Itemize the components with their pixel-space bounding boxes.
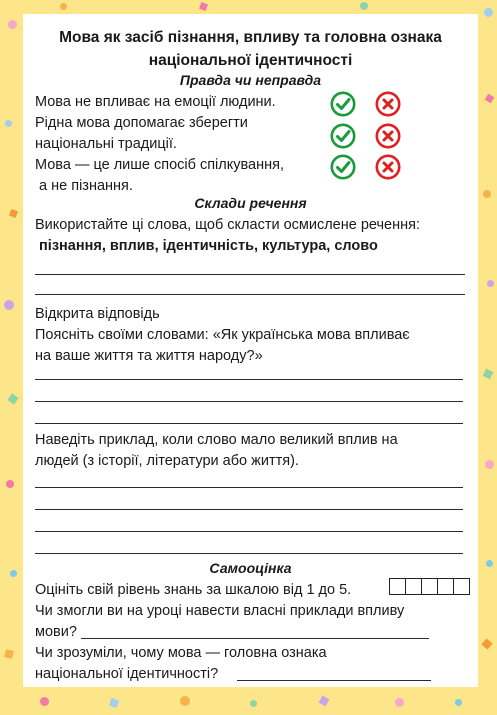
- statement-2: Рідна мова допомагає зберегти національні традиції.: [35, 115, 248, 152]
- rating-box-4[interactable]: [437, 578, 454, 595]
- answer-line[interactable]: [35, 531, 463, 532]
- answer-line[interactable]: [35, 294, 465, 295]
- check-circle-icon[interactable]: [330, 154, 356, 180]
- sentences-instruction: Використайте ці слова, щоб скласти осмислене речення:: [35, 217, 421, 233]
- answer-line[interactable]: [81, 638, 429, 639]
- check-circle-icon[interactable]: [330, 123, 356, 149]
- x-circle-icon[interactable]: [375, 91, 401, 117]
- rating-box-5[interactable]: [453, 578, 470, 595]
- self-assessment-heading: Самооцінка: [209, 560, 292, 576]
- sentences-words: пізнання, вплив, ідентичність, культура, слово: [35, 238, 378, 254]
- answer-line[interactable]: [35, 401, 463, 402]
- worksheet: [23, 14, 478, 687]
- answer-line[interactable]: [35, 379, 463, 380]
- open-question-2: Наведіть приклад, коли слово мало великий вплив на людей (з історії, літератури або життя).: [35, 432, 398, 469]
- rate-text: Оцініть свій рівень знань за шкалою від 1 до 5.: [35, 582, 352, 598]
- check-circle-icon[interactable]: [330, 91, 356, 117]
- rating-box-1[interactable]: [389, 578, 406, 595]
- sentences-heading: Склади речення: [194, 195, 307, 211]
- self-question-2: Чи зрозуміли, чому мова — головна ознака національної ідентичності?: [35, 645, 327, 682]
- answer-line[interactable]: [35, 509, 463, 510]
- answer-line[interactable]: [35, 274, 465, 275]
- rating-box-3[interactable]: [421, 578, 438, 595]
- rating-box-2[interactable]: [405, 578, 422, 595]
- open-question-1: Поясніть своїми словами: «Як українська мова впливає на ваше життя та життя народу?»: [35, 327, 410, 364]
- x-circle-icon[interactable]: [375, 154, 401, 180]
- true-false-heading: Правда чи неправда: [179, 72, 322, 88]
- answer-line[interactable]: [237, 680, 431, 681]
- rating-scale: [389, 578, 469, 595]
- statement-3: Мова — це лише спосіб спілкування, а не пізнання.: [35, 157, 284, 194]
- statement-1: Мова не впливає на емоції людини.: [35, 94, 276, 110]
- answer-line[interactable]: [35, 423, 463, 424]
- answer-line[interactable]: [35, 553, 463, 554]
- self-question-1: Чи змогли ви на уроці навести власні приклади впливу мови?: [35, 603, 405, 640]
- open-answer-heading: Відкрита відповідь: [35, 306, 160, 322]
- answer-line[interactable]: [35, 487, 463, 488]
- x-circle-icon[interactable]: [375, 123, 401, 149]
- page-title: Мова як засіб пізнання, впливу та головна ознака національної ідентичності: [59, 29, 442, 69]
